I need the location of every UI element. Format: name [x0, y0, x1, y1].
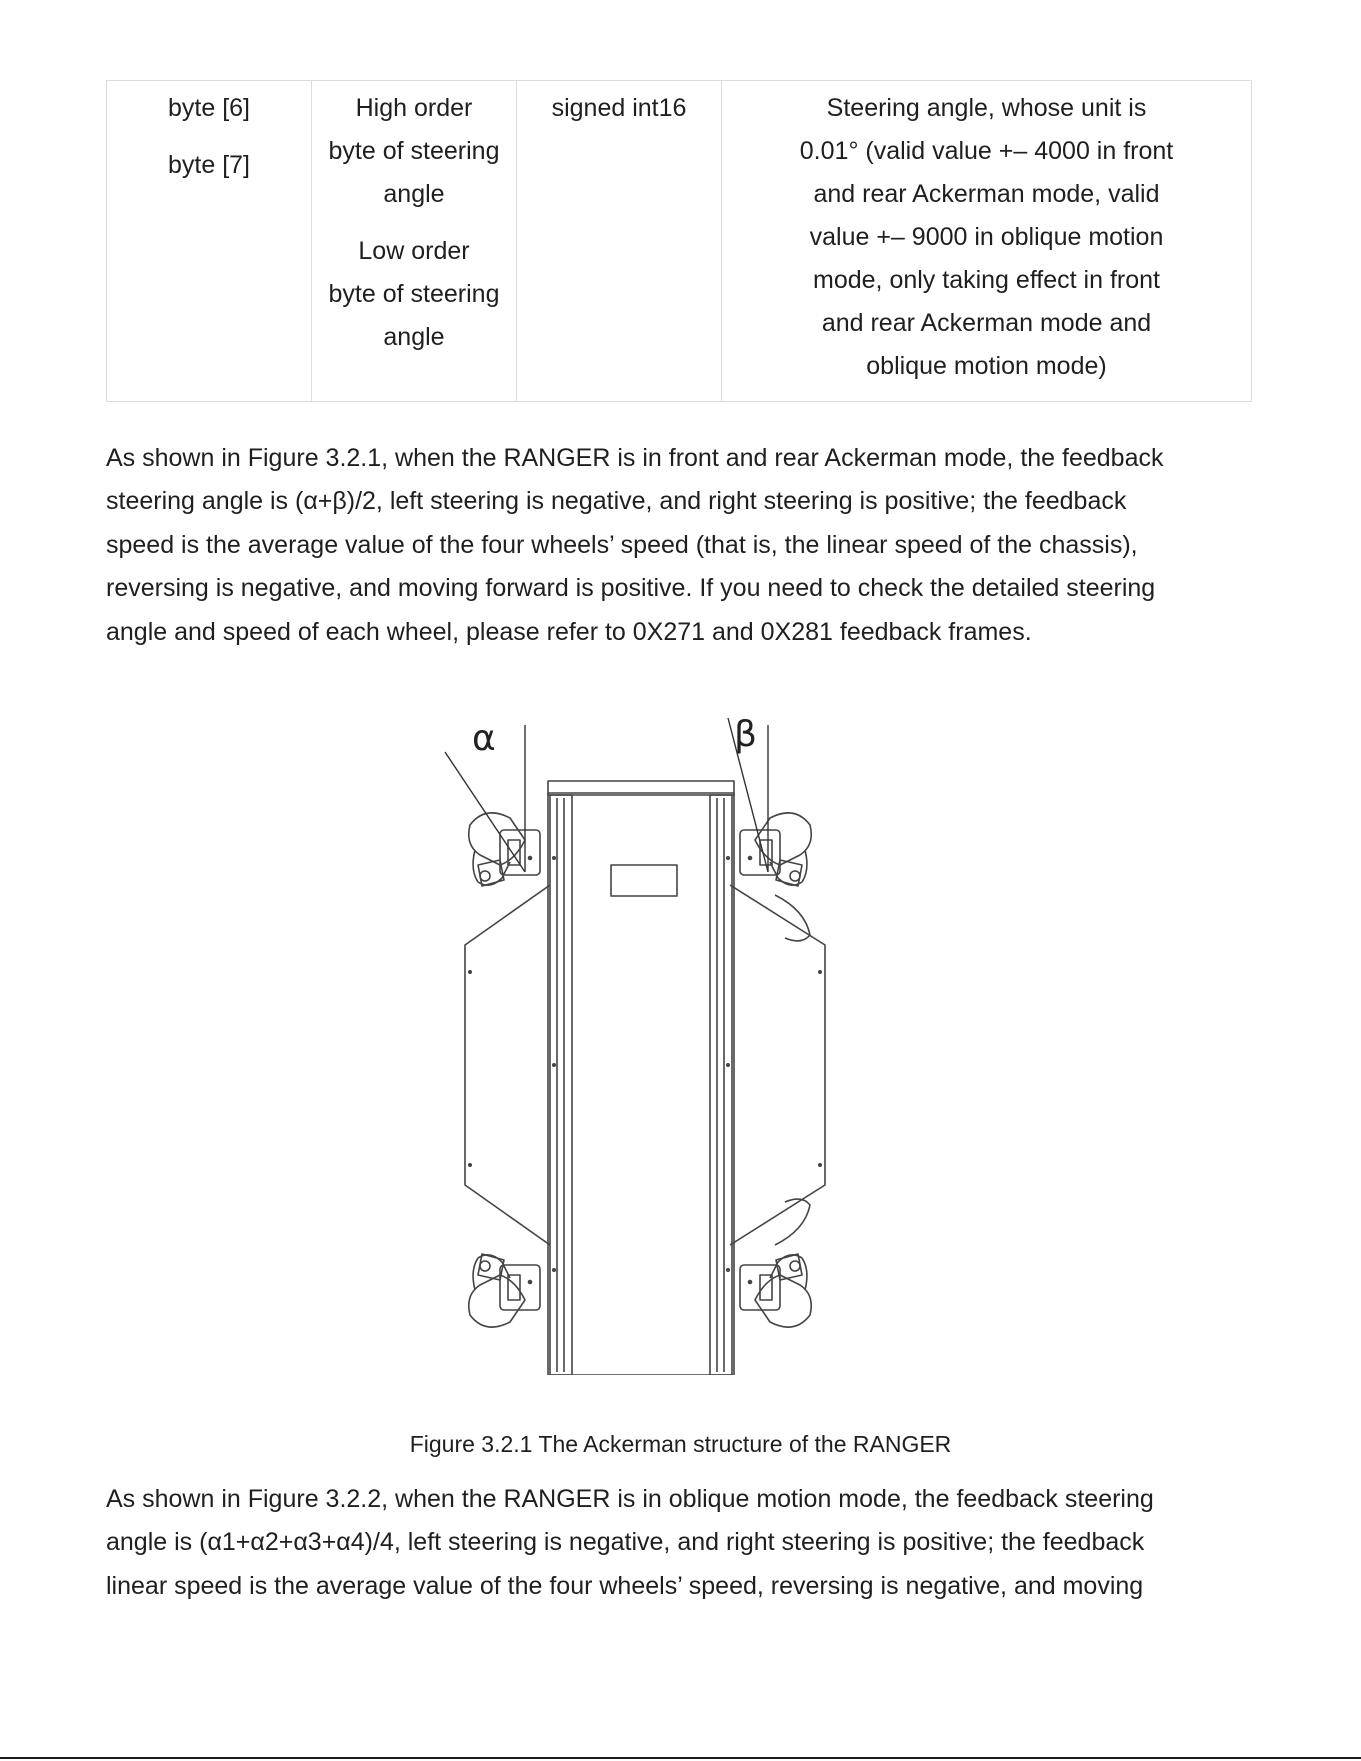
chassis-drawing	[430, 700, 850, 1375]
low-order-name	[324, 230, 504, 359]
name-line: High order	[355, 94, 473, 122]
left-side-panel	[465, 885, 550, 1245]
data-type: signed int16	[551, 94, 687, 122]
byte-7-label: byte [7]	[168, 151, 250, 179]
description-line: mode, only taking effect in front	[813, 266, 1160, 294]
description-line: oblique motion mode)	[866, 352, 1107, 380]
name-line: byte of steering	[328, 280, 500, 308]
alpha-wheel-line	[445, 752, 525, 872]
paragraph-line: reversing is negative, and moving forward is positive. If you need to check the detailed steering	[106, 574, 1156, 603]
description-line: Steering angle, whose unit is	[826, 94, 1147, 122]
paragraph-line: angle and speed of each wheel, please refer to 0X271 and 0X281 feedback frames.	[106, 617, 1032, 646]
description-cell	[722, 81, 1252, 402]
chassis-body	[548, 793, 734, 1375]
paragraph-line: As shown in Figure 3.2.2, when the RANGER is in oblique motion mode, the feedback steering	[106, 1485, 1154, 1513]
name-line: Low order	[358, 237, 470, 265]
alpha-label: α	[472, 718, 496, 759]
name-line: byte of steering	[328, 137, 500, 165]
name-line: angle	[383, 323, 445, 351]
name-line: angle	[383, 180, 445, 208]
display-panel	[611, 865, 677, 896]
right-side-panel	[730, 885, 825, 1245]
byte-cell	[107, 81, 312, 402]
right-rail	[710, 795, 732, 1375]
description-line: value +– 9000 in oblique motion	[809, 223, 1164, 251]
steering-angle-spec-table	[106, 80, 1252, 402]
description-line: and rear Ackerman mode, valid	[813, 180, 1160, 208]
left-rail	[550, 795, 572, 1375]
description-line: 0.01° (valid value +– 4000 in front	[799, 137, 1174, 165]
paragraph-line: angle is (α1+α2+α3+α4)/4, left steering is negative, and right steering is positive; the feedback	[106, 1528, 1145, 1557]
table-row	[107, 81, 1252, 402]
front-right-wheel	[740, 813, 811, 941]
figure-caption: Figure 3.2.1 The Ackerman structure of the RANGER	[409, 1431, 952, 1457]
ackerman-mode-paragraph	[106, 437, 1256, 654]
rear-right-wheel	[740, 1199, 811, 1327]
paragraph-line: linear speed is the average value of the four wheels’ speed, reversing is negative, and moving	[106, 1571, 1144, 1600]
high-order-name	[324, 87, 504, 216]
name-cell	[312, 81, 517, 402]
beta-label: β	[734, 714, 757, 755]
paragraph-line: steering angle is (α+β)/2, left steering is negative, and right steering is positive; the feedback	[106, 487, 1127, 516]
paragraph-line: As shown in Figure 3.2.1, when the RANGER is in front and rear Ackerman mode, the feedback	[106, 444, 1164, 472]
type-cell	[517, 81, 722, 402]
front-left-wheel	[469, 813, 540, 886]
byte-6-label: byte [6]	[168, 94, 250, 122]
ranger-ackerman-diagram	[430, 700, 850, 1375]
description-line: and rear Ackerman mode and	[821, 309, 1152, 337]
oblique-mode-paragraph	[106, 1478, 1256, 1608]
paragraph-line: speed is the average value of the four wheels’ speed (that is, the linear speed of the chassis),	[106, 530, 1138, 559]
page-bottom-rule	[0, 1757, 1361, 1759]
rear-left-wheel	[469, 1254, 540, 1327]
